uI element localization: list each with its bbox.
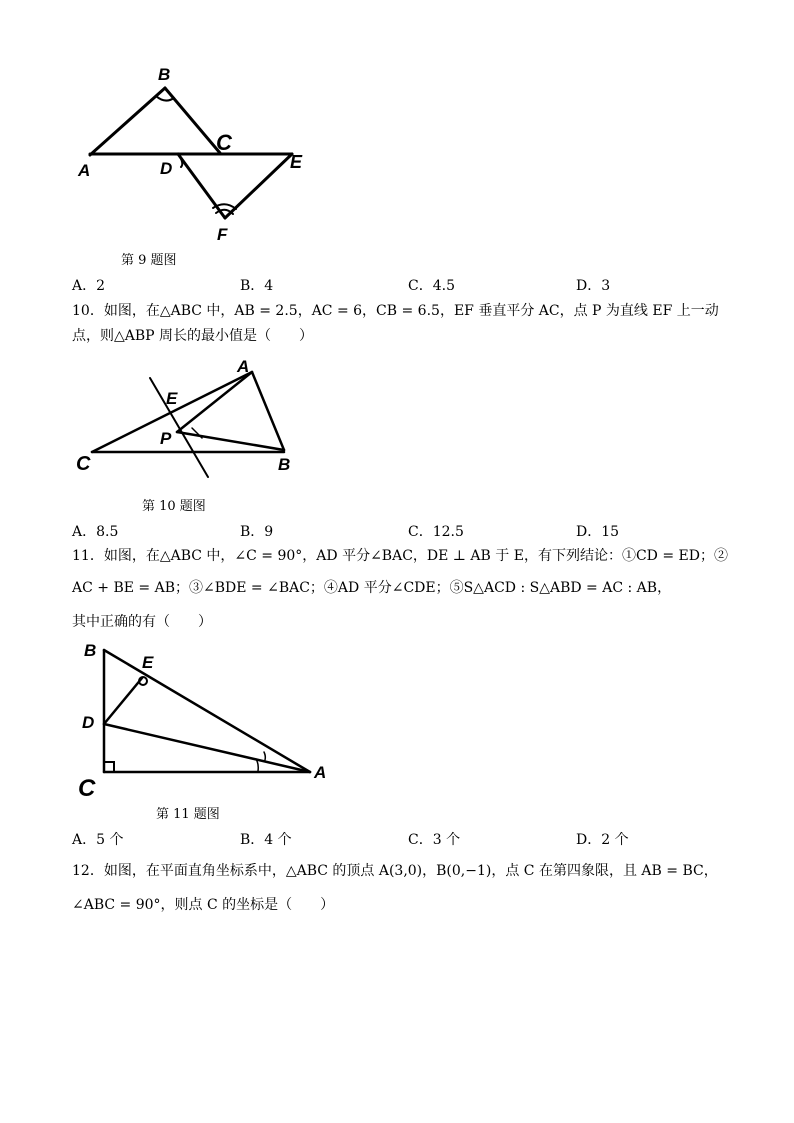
- q9-label-E: E: [290, 152, 303, 172]
- q9-label-C: C: [216, 130, 232, 155]
- q11-text-line2: AC + BE = AB；③∠BDE = ∠BAC；④AD 平分∠CDE；⑤S△ACD : S△ABD = AC : AB，: [72, 580, 672, 596]
- q10-option-d: D．15: [576, 524, 620, 540]
- q10-label-E: E: [166, 389, 178, 408]
- q10-option-b: B．9: [240, 524, 274, 540]
- q9-option-d: D．3: [576, 278, 611, 294]
- q10-option-a: A．8.5: [72, 524, 119, 540]
- q11-label-B: B: [84, 641, 97, 660]
- q12-text-line1: 12．如图，在平面直角坐标系中，△ABC 的顶点 A(3,0)，B(0,−1)，点 C 在第四象限，且 AB = BC，: [72, 863, 718, 879]
- q10-label-B: B: [278, 455, 291, 474]
- q10-label-C: C: [76, 453, 91, 475]
- q11-text-line3: 其中正确的有（ ）: [72, 614, 212, 630]
- q11-option-c: C．3 个: [408, 832, 461, 848]
- q10-caption: 第 10 题图: [142, 499, 206, 514]
- q11-option-b: B．4 个: [240, 832, 292, 848]
- q9-label-A: A: [78, 161, 91, 180]
- q11-label-A: A: [314, 763, 327, 782]
- q9-option-a: A．2: [72, 278, 106, 294]
- q9-figure: [70, 60, 330, 250]
- q11-figure: [72, 638, 342, 803]
- q11-caption: 第 11 题图: [156, 807, 220, 822]
- q10-label-A: A: [237, 357, 250, 376]
- q9-label-B: B: [158, 65, 171, 84]
- q11-label-D: D: [82, 713, 95, 732]
- q9-label-D: D: [160, 159, 173, 178]
- q11-label-E: E: [142, 653, 154, 672]
- q9-label-F: F: [217, 225, 228, 244]
- q10-figure: [72, 352, 312, 482]
- q9-caption: 第 9 题图: [121, 253, 177, 268]
- q9-option-c: C．4.5: [408, 278, 455, 294]
- q10-label-P: P: [160, 429, 172, 448]
- q11-text-line1: 11．如图，在△ABC 中，∠C = 90°，AD 平分∠BAC，DE ⊥ AB 于 E，有下列结论：①CD = ED；②: [72, 548, 728, 564]
- q12-text-line2: ∠ABC = 90°，则点 C 的坐标是（ ）: [72, 897, 335, 913]
- q11-option-a: A．5 个: [72, 832, 124, 848]
- q9-option-b: B．4: [240, 278, 274, 294]
- q10-option-c: C．12.5: [408, 524, 464, 540]
- q11-label-C: C: [78, 775, 96, 802]
- q10-text-line1: 10．如图，在△ABC 中，AB = 2.5，AC = 6，CB = 6.5，EF 垂直平分 AC，点 P 为直线 EF 上一动: [72, 303, 719, 319]
- q10-text-line2: 点，则△ABP 周长的最小值是（ ）: [72, 328, 314, 344]
- q11-option-d: D．2 个: [576, 832, 629, 848]
